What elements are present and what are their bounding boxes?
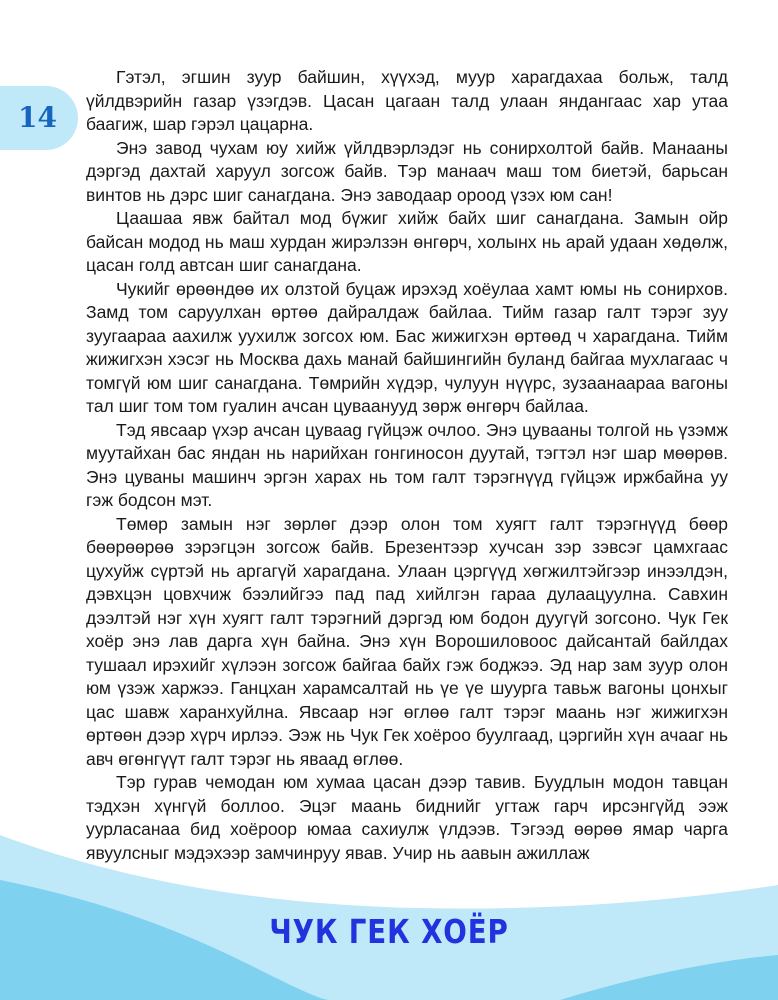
paragraph: Цаашаа явж байтал мод бүжиг хийж байх шиг санагдана. Замын ойр байсан модод нь маш хурдан жирэлзэн өнгөрч, холынх нь арай удаан хөдөлж, цасан голд автсан шиг санагдана. [86, 208, 728, 275]
paragraph: Энэ завод чухам юу хийж үйлдвэрлэдэг нь сонирхолтой байв. Манааны дэргэд дахтай харуул зогсож байв. Тэр манаач маш том биетэй, барьсан винтов нь дэрс шиг санагдана. Энэ заводаар ороод үзэх юм сан! [86, 137, 728, 205]
paragraph: Тэр гурав чемодан юм хумаа цасан дээр тавив. Буудлын модон тавцан тэдхэн хүнгүй боллоо. Эцэг маань биднийг угтаж гарч ирсэнгүйд ээж уурласанаа бид хоёроор юмаа сахиулж үлдээв. Тэгээд өөрөө ямар чарга явуулсныг мэдэхээр замчинруу явав. Учир нь аавын ажиллаж [86, 772, 728, 863]
book-title-footer: ЧУК ГЕК ХОЁР [269, 912, 509, 951]
paragraph: Тэд явсаар үхэр ачсан цуваag гүйцэж очлоо. Энэ цувааны толгой нь үзэмж муутайхан бас яндан нь нарийхан гонгиносон дуутай, тэгтэл нэг шар мөөрөв. Энэ цуваны машинч эргэн харах нь том галт тэрэгнүүд гүйцэж иржбайна уу гэж бодсон мэт. [86, 419, 728, 510]
paragraph: Чукийг өрөөндөө их олзтой буцаж ирэхэд хоёулаа хамт юмы нь сонирхов. Замд том саруулхан өртөө дайралдаж байлаа. Тийм газар галт тэрэг зуу зуугаараа аахилж уухилж зогсох юм. Бас жижигхэн өртөөд ч харагдана. Тийм жижигхэн хэсэг нь Москва дахь манай байшингийн буланд байгаа мухлагаас ч томгүй юм шиг санагдана. Төмрийн хүдэр, чулуун нүүрс, зузаанаараа вагоны тал шиг том том гуалин ачсан цуваанууд зөрж өнгөрч байлаа. [86, 278, 728, 416]
paragraph: Төмөр замын нэг зөрлөг дээр олон том хуягт галт тэрэгнүүд бөөр бөөрөөрөө зэрэгцэн зогсож байв. Брезентээр хучсан зэр зэвсэг цамхгаас цухуйж сүртэй нь аргагүй харагдана. Улаан цэргүүд хөгжилтэйгээр инээлдэн, дэвхцэн цовхчиж бээлийгээ пад пад хийлгэн гараа дулаацуулна. Савхин дээлтэй нэг хүн хуягт галт тэрэгний дэргэд юм бодон дуугүй зогсоно. Чук Гек хоёр энэ лав дарга хүн байна. Энэ хүн Ворошиловоос дайсантай байлдах тушаал ирэхийг хүлээн зогсож байгаа байх гэж бoджээ. Эд нар зам зуур олон юм үзэж харжээ. Ганцхан харамсалтай нь үе үе шуурга тавьж вагоны цонхыг цас шавж харанхуйлна. Явсаар нэг өглөө галт тэрэг маань нэг жижигхэн өртөөн дээр хүрч ирлээ. Ээж нь Чук Гек хоёроо буулгаад, цэргийн хүн ачааг нь авч өгөнгүүт галт тэрэг нь яваад өглөө. [86, 513, 728, 769]
paragraph: Гэтэл, эгшин зуур байшин, хүүхэд, муур харагдахаа больж, талд үйлдвэрийн газар үзэгдэв. Цасан цагаан талд улаан яндангаас хар утаа баагиж, шар гэрэл цацарна. [86, 67, 728, 134]
body-text [86, 66, 728, 865]
page-number: 14 [18, 101, 57, 134]
